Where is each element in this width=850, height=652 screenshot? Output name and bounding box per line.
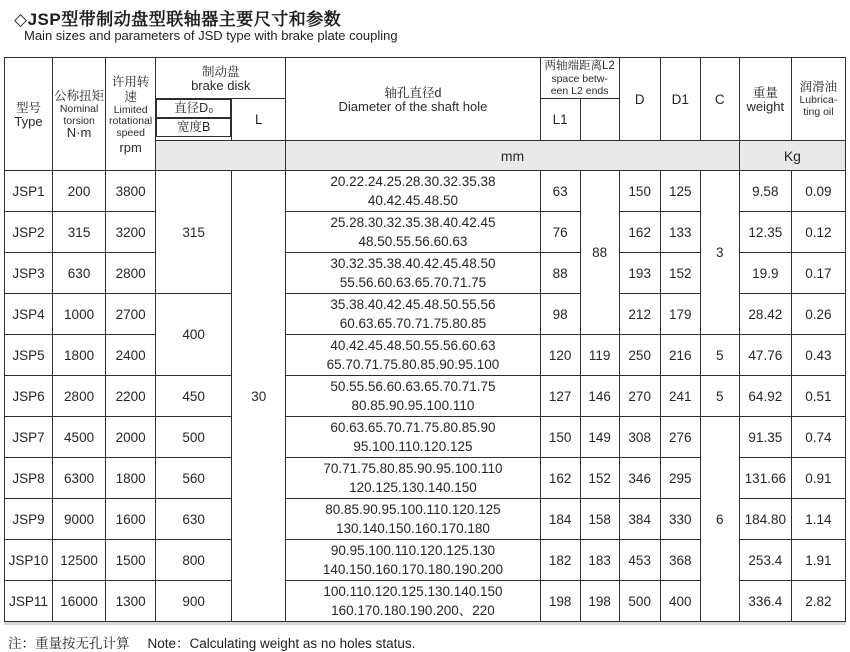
header-oil-en1: Lubrica- bbox=[799, 94, 838, 106]
shaft-d-line1: 40.42.45.48.50.55.56.60.63 bbox=[330, 338, 496, 353]
D-cell: 308 bbox=[619, 417, 660, 458]
D1-cell: 241 bbox=[660, 376, 700, 417]
L-cell: 120 bbox=[540, 335, 580, 376]
footnote-en: Note：Calculating weight as no holes status. bbox=[147, 636, 416, 651]
D1-cell: 125 bbox=[660, 171, 700, 212]
oil-cell: 1.91 bbox=[791, 540, 845, 581]
page-title: ◇JSP型带制动盘型联轴器主要尺寸和参数 bbox=[14, 10, 342, 29]
shaft-d-line2: 140.150.160.170.180.190.200 bbox=[322, 562, 504, 577]
speed-cell: 3800 bbox=[106, 171, 156, 212]
D1-cell: 216 bbox=[660, 335, 700, 376]
weight-cell: 47.76 bbox=[739, 335, 791, 376]
shaft-d-line2: 65.70.71.75.80.85.90.95.100 bbox=[326, 357, 500, 372]
D1-cell: 400 bbox=[660, 581, 700, 622]
header-l2-cn: 两轴端距离L2 bbox=[544, 60, 615, 72]
L-cell: 162 bbox=[540, 458, 580, 499]
L-cell: 88 bbox=[540, 253, 580, 294]
header-torsion-en1: Nominal bbox=[59, 103, 99, 116]
speed-cell: 2800 bbox=[106, 253, 156, 294]
brake-diameter-cell: 315 bbox=[156, 171, 232, 294]
header-torsion-cn: 公称扭矩 bbox=[54, 89, 105, 104]
torsion-cell: 4500 bbox=[53, 417, 106, 458]
shaft-d-line2: 80.85.90.95.100.110 bbox=[351, 398, 475, 413]
torsion-cell: 6300 bbox=[53, 458, 106, 499]
footnote bbox=[8, 632, 415, 652]
torsion-cell: 315 bbox=[53, 212, 106, 253]
header-C: C bbox=[700, 58, 739, 141]
D1-cell: 368 bbox=[660, 540, 700, 581]
torsion-cell: 2800 bbox=[53, 376, 106, 417]
header-brake-disk bbox=[156, 58, 286, 99]
D1-cell: 133 bbox=[660, 212, 700, 253]
header-torsion-unit: N·m bbox=[66, 125, 92, 141]
torsion-cell: 200 bbox=[53, 171, 106, 212]
shaft-d-line1: 60.63.65.70.71.75.80.85.90 bbox=[330, 420, 496, 435]
shaft-diameters-cell bbox=[286, 540, 540, 581]
D1-cell: 152 bbox=[660, 253, 700, 294]
speed-cell: 2700 bbox=[106, 294, 156, 335]
header-weight-cn: 重量 bbox=[752, 85, 778, 100]
D1-cell: 330 bbox=[660, 499, 700, 540]
shaft-d-line2: 95.100.110.120.125 bbox=[353, 439, 473, 454]
weight-cell: 28.42 bbox=[739, 294, 791, 335]
header-brake-disk-cn: 制动盘 bbox=[201, 64, 240, 79]
footnote-cn: 注：重量按无孔计算 bbox=[8, 636, 130, 651]
L-cell: 198 bbox=[540, 581, 580, 622]
header-D: D bbox=[619, 58, 660, 141]
weight-cell: 91.35 bbox=[739, 417, 791, 458]
shaft-diameters-cell bbox=[286, 212, 540, 253]
L1-cell: 158 bbox=[580, 499, 619, 540]
L-cell: 184 bbox=[540, 499, 580, 540]
header-speed-cn: 许用转速 bbox=[111, 74, 150, 104]
header-oil bbox=[791, 58, 845, 141]
L-cell: 182 bbox=[540, 540, 580, 581]
D-cell: 212 bbox=[619, 294, 660, 335]
shaft-d-line1: 80.85.90.95.100.110.120.125 bbox=[325, 502, 501, 517]
table-row-jsp5 bbox=[5, 335, 846, 376]
header-d0: 直径D₀ bbox=[156, 99, 231, 118]
weight-cell: 131.66 bbox=[739, 458, 791, 499]
weight-cell: 184.80 bbox=[739, 499, 791, 540]
oil-cell: 0.43 bbox=[791, 335, 845, 376]
header-speed-en3: speed bbox=[116, 126, 145, 139]
header-l2-en1: space betw- bbox=[551, 73, 608, 85]
type-cell: JSP8 bbox=[5, 458, 53, 499]
L-cell: 98 bbox=[540, 294, 580, 335]
weight-cell: 64.92 bbox=[739, 376, 791, 417]
shaft-d-line2: 130.140.150.160.170.180 bbox=[335, 521, 490, 536]
oil-cell: 0.91 bbox=[791, 458, 845, 499]
D-cell: 346 bbox=[619, 458, 660, 499]
shaft-d-line1: 25.28.30.32.35.38.40.42.45 bbox=[330, 215, 496, 230]
D-cell: 150 bbox=[619, 171, 660, 212]
type-cell: JSP1 bbox=[5, 171, 53, 212]
L1-cell: 119 bbox=[580, 335, 619, 376]
D-cell: 270 bbox=[619, 376, 660, 417]
shaft-d-line2: 160.170.180.190.200、220 bbox=[331, 603, 495, 618]
header-D1: D1 bbox=[660, 58, 700, 141]
D-cell: 162 bbox=[619, 212, 660, 253]
C-cell: 3 bbox=[700, 171, 739, 335]
L-cell: 150 bbox=[540, 417, 580, 458]
brake-diameter-cell: 500 bbox=[156, 417, 232, 458]
speed-cell: 2400 bbox=[106, 335, 156, 376]
shaft-d-line1: 35.38.40.42.45.48.50.55.56 bbox=[330, 297, 496, 312]
speed-cell: 1800 bbox=[106, 458, 156, 499]
header-l2-en2: een L2 ends bbox=[550, 84, 609, 97]
type-cell: JSP9 bbox=[5, 499, 53, 540]
weight-cell: 253.4 bbox=[739, 540, 791, 581]
shaft-diameters-cell bbox=[286, 458, 540, 499]
D-cell: 453 bbox=[619, 540, 660, 581]
L1-cell: 88 bbox=[580, 171, 619, 335]
speed-cell: 2000 bbox=[106, 417, 156, 458]
type-cell: JSP6 bbox=[5, 376, 53, 417]
type-cell: JSP4 bbox=[5, 294, 53, 335]
shaft-d-line2: 48.50.55.56.60.63 bbox=[358, 234, 468, 249]
oil-cell: 0.12 bbox=[791, 212, 845, 253]
header-shaft-hole-cn: 轴孔直径d bbox=[384, 85, 442, 100]
speed-cell: 1500 bbox=[106, 540, 156, 581]
spec-table bbox=[4, 57, 846, 622]
header-L1: L1 bbox=[540, 99, 580, 141]
header-brake-disk-en: brake disk bbox=[191, 77, 251, 93]
shaft-diameters-cell bbox=[286, 417, 540, 458]
D1-cell: 276 bbox=[660, 417, 700, 458]
header-torsion-en2: torsion bbox=[63, 114, 95, 127]
shaft-d-line2: 55.56.60.63.65.70.71.75 bbox=[339, 275, 487, 290]
speed-cell: 1300 bbox=[106, 581, 156, 622]
shaft-d-line2: 120.125.130.140.150 bbox=[349, 480, 477, 495]
oil-cell: 0.74 bbox=[791, 417, 845, 458]
torsion-cell: 16000 bbox=[53, 581, 106, 622]
speed-cell: 1600 bbox=[106, 499, 156, 540]
type-cell: JSP10 bbox=[5, 540, 53, 581]
L1-cell: 183 bbox=[580, 540, 619, 581]
shaft-d-line1: 30.32.35.38.40.42.45.48.50 bbox=[330, 256, 496, 271]
header-type-cn: 型号 bbox=[16, 100, 42, 115]
oil-cell: 0.09 bbox=[791, 171, 845, 212]
table-row-jsp6 bbox=[5, 376, 846, 417]
torsion-cell: 630 bbox=[53, 253, 106, 294]
D-cell: 384 bbox=[619, 499, 660, 540]
L1-cell: 198 bbox=[580, 581, 619, 622]
brake-width-cell: 30 bbox=[232, 171, 286, 622]
L1-cell: 149 bbox=[580, 417, 619, 458]
C-cell: 6 bbox=[700, 417, 739, 622]
torsion-cell: 1800 bbox=[53, 335, 106, 376]
L1-cell: 152 bbox=[580, 458, 619, 499]
brake-diameter-cell: 630 bbox=[156, 499, 232, 540]
L-cell: 127 bbox=[540, 376, 580, 417]
type-cell: JSP5 bbox=[5, 335, 53, 376]
torsion-cell: 1000 bbox=[53, 294, 106, 335]
weight-cell: 336.4 bbox=[739, 581, 791, 622]
header-speed-unit: rpm bbox=[119, 140, 142, 155]
shaft-d-line1: 70.71.75.80.85.90.95.100.110 bbox=[323, 461, 503, 476]
speed-cell: 2200 bbox=[106, 376, 156, 417]
shaft-diameters-cell bbox=[286, 376, 540, 417]
weight-cell: 9.58 bbox=[739, 171, 791, 212]
header-type-en: Type bbox=[14, 113, 43, 129]
header-shaft-hole-en: Diameter of the shaft hole bbox=[338, 98, 488, 114]
D-cell: 500 bbox=[619, 581, 660, 622]
header-weight-en: weight bbox=[746, 98, 785, 114]
header-l2-space bbox=[540, 58, 619, 99]
L-cell: 63 bbox=[540, 171, 580, 212]
type-cell: JSP7 bbox=[5, 417, 53, 458]
L-cell: 76 bbox=[540, 212, 580, 253]
type-cell: JSP11 bbox=[5, 581, 53, 622]
unit-mm-cell: mm bbox=[286, 141, 740, 171]
header-type bbox=[5, 58, 53, 171]
shaft-d-line2: 60.63.65.70.71.75.80.85 bbox=[339, 316, 487, 331]
shaft-diameters-cell bbox=[286, 581, 540, 622]
oil-cell: 0.51 bbox=[791, 376, 845, 417]
brake-diameter-cell: 450 bbox=[156, 376, 232, 417]
shaft-diameters-cell bbox=[286, 499, 540, 540]
shaft-d-line1: 20.22.24.25.28.30.32.35.38 bbox=[330, 174, 496, 189]
brake-diameter-cell: 800 bbox=[156, 540, 232, 581]
type-cell: JSP2 bbox=[5, 212, 53, 253]
header-speed bbox=[106, 58, 156, 171]
table-row-jsp7 bbox=[5, 417, 846, 458]
header-shaft-hole bbox=[286, 58, 540, 141]
shaft-diameters-cell bbox=[286, 294, 540, 335]
unit-empty-cell bbox=[156, 141, 286, 171]
oil-cell: 0.26 bbox=[791, 294, 845, 335]
C-cell: 5 bbox=[700, 376, 739, 417]
unit-kg-cell: Kg bbox=[739, 141, 845, 171]
shaft-diameters-cell bbox=[286, 335, 540, 376]
C-cell: 5 bbox=[700, 335, 739, 376]
header-weight bbox=[739, 58, 791, 141]
brake-diameter-cell: 400 bbox=[156, 294, 232, 376]
L1-cell: 146 bbox=[580, 376, 619, 417]
header-speed-en1: Limited bbox=[113, 103, 148, 116]
page-subtitle: Main sizes and parameters of JSD type with brake plate coupling bbox=[24, 28, 398, 43]
shaft-d-line1: 90.95.100.110.120.125.130 bbox=[330, 543, 495, 558]
shaft-d-line1: 100.110.120.125.130.140.150 bbox=[323, 584, 503, 599]
D1-cell: 295 bbox=[660, 458, 700, 499]
header-oil-cn: 润滑油 bbox=[799, 80, 838, 94]
shaft-d-line2: 40.42.45.48.50 bbox=[367, 193, 458, 208]
D1-cell: 179 bbox=[660, 294, 700, 335]
brake-diameter-cell: 900 bbox=[156, 581, 232, 622]
oil-cell: 1.14 bbox=[791, 499, 845, 540]
header-L: L bbox=[232, 99, 286, 141]
header-width-b: 宽度B bbox=[156, 118, 231, 137]
shaft-diameters-cell bbox=[286, 171, 540, 212]
oil-cell: 0.17 bbox=[791, 253, 845, 294]
D-cell: 193 bbox=[619, 253, 660, 294]
header-torsion bbox=[53, 58, 106, 171]
header-oil-en2: ting oil bbox=[803, 105, 834, 118]
type-cell: JSP3 bbox=[5, 253, 53, 294]
table-row-jsp1 bbox=[5, 171, 846, 212]
shaft-d-line1: 50.55.56.60.63.65.70.71.75 bbox=[330, 379, 496, 394]
oil-cell: 2.82 bbox=[791, 581, 845, 622]
header-speed-en2: rotational bbox=[109, 115, 153, 127]
D-cell: 250 bbox=[619, 335, 660, 376]
brake-diameter-cell: 560 bbox=[156, 458, 232, 499]
shaft-diameters-cell bbox=[286, 253, 540, 294]
weight-cell: 12.35 bbox=[739, 212, 791, 253]
weight-cell: 19.9 bbox=[739, 253, 791, 294]
torsion-cell: 9000 bbox=[53, 499, 106, 540]
torsion-cell: 12500 bbox=[53, 540, 106, 581]
speed-cell: 3200 bbox=[106, 212, 156, 253]
